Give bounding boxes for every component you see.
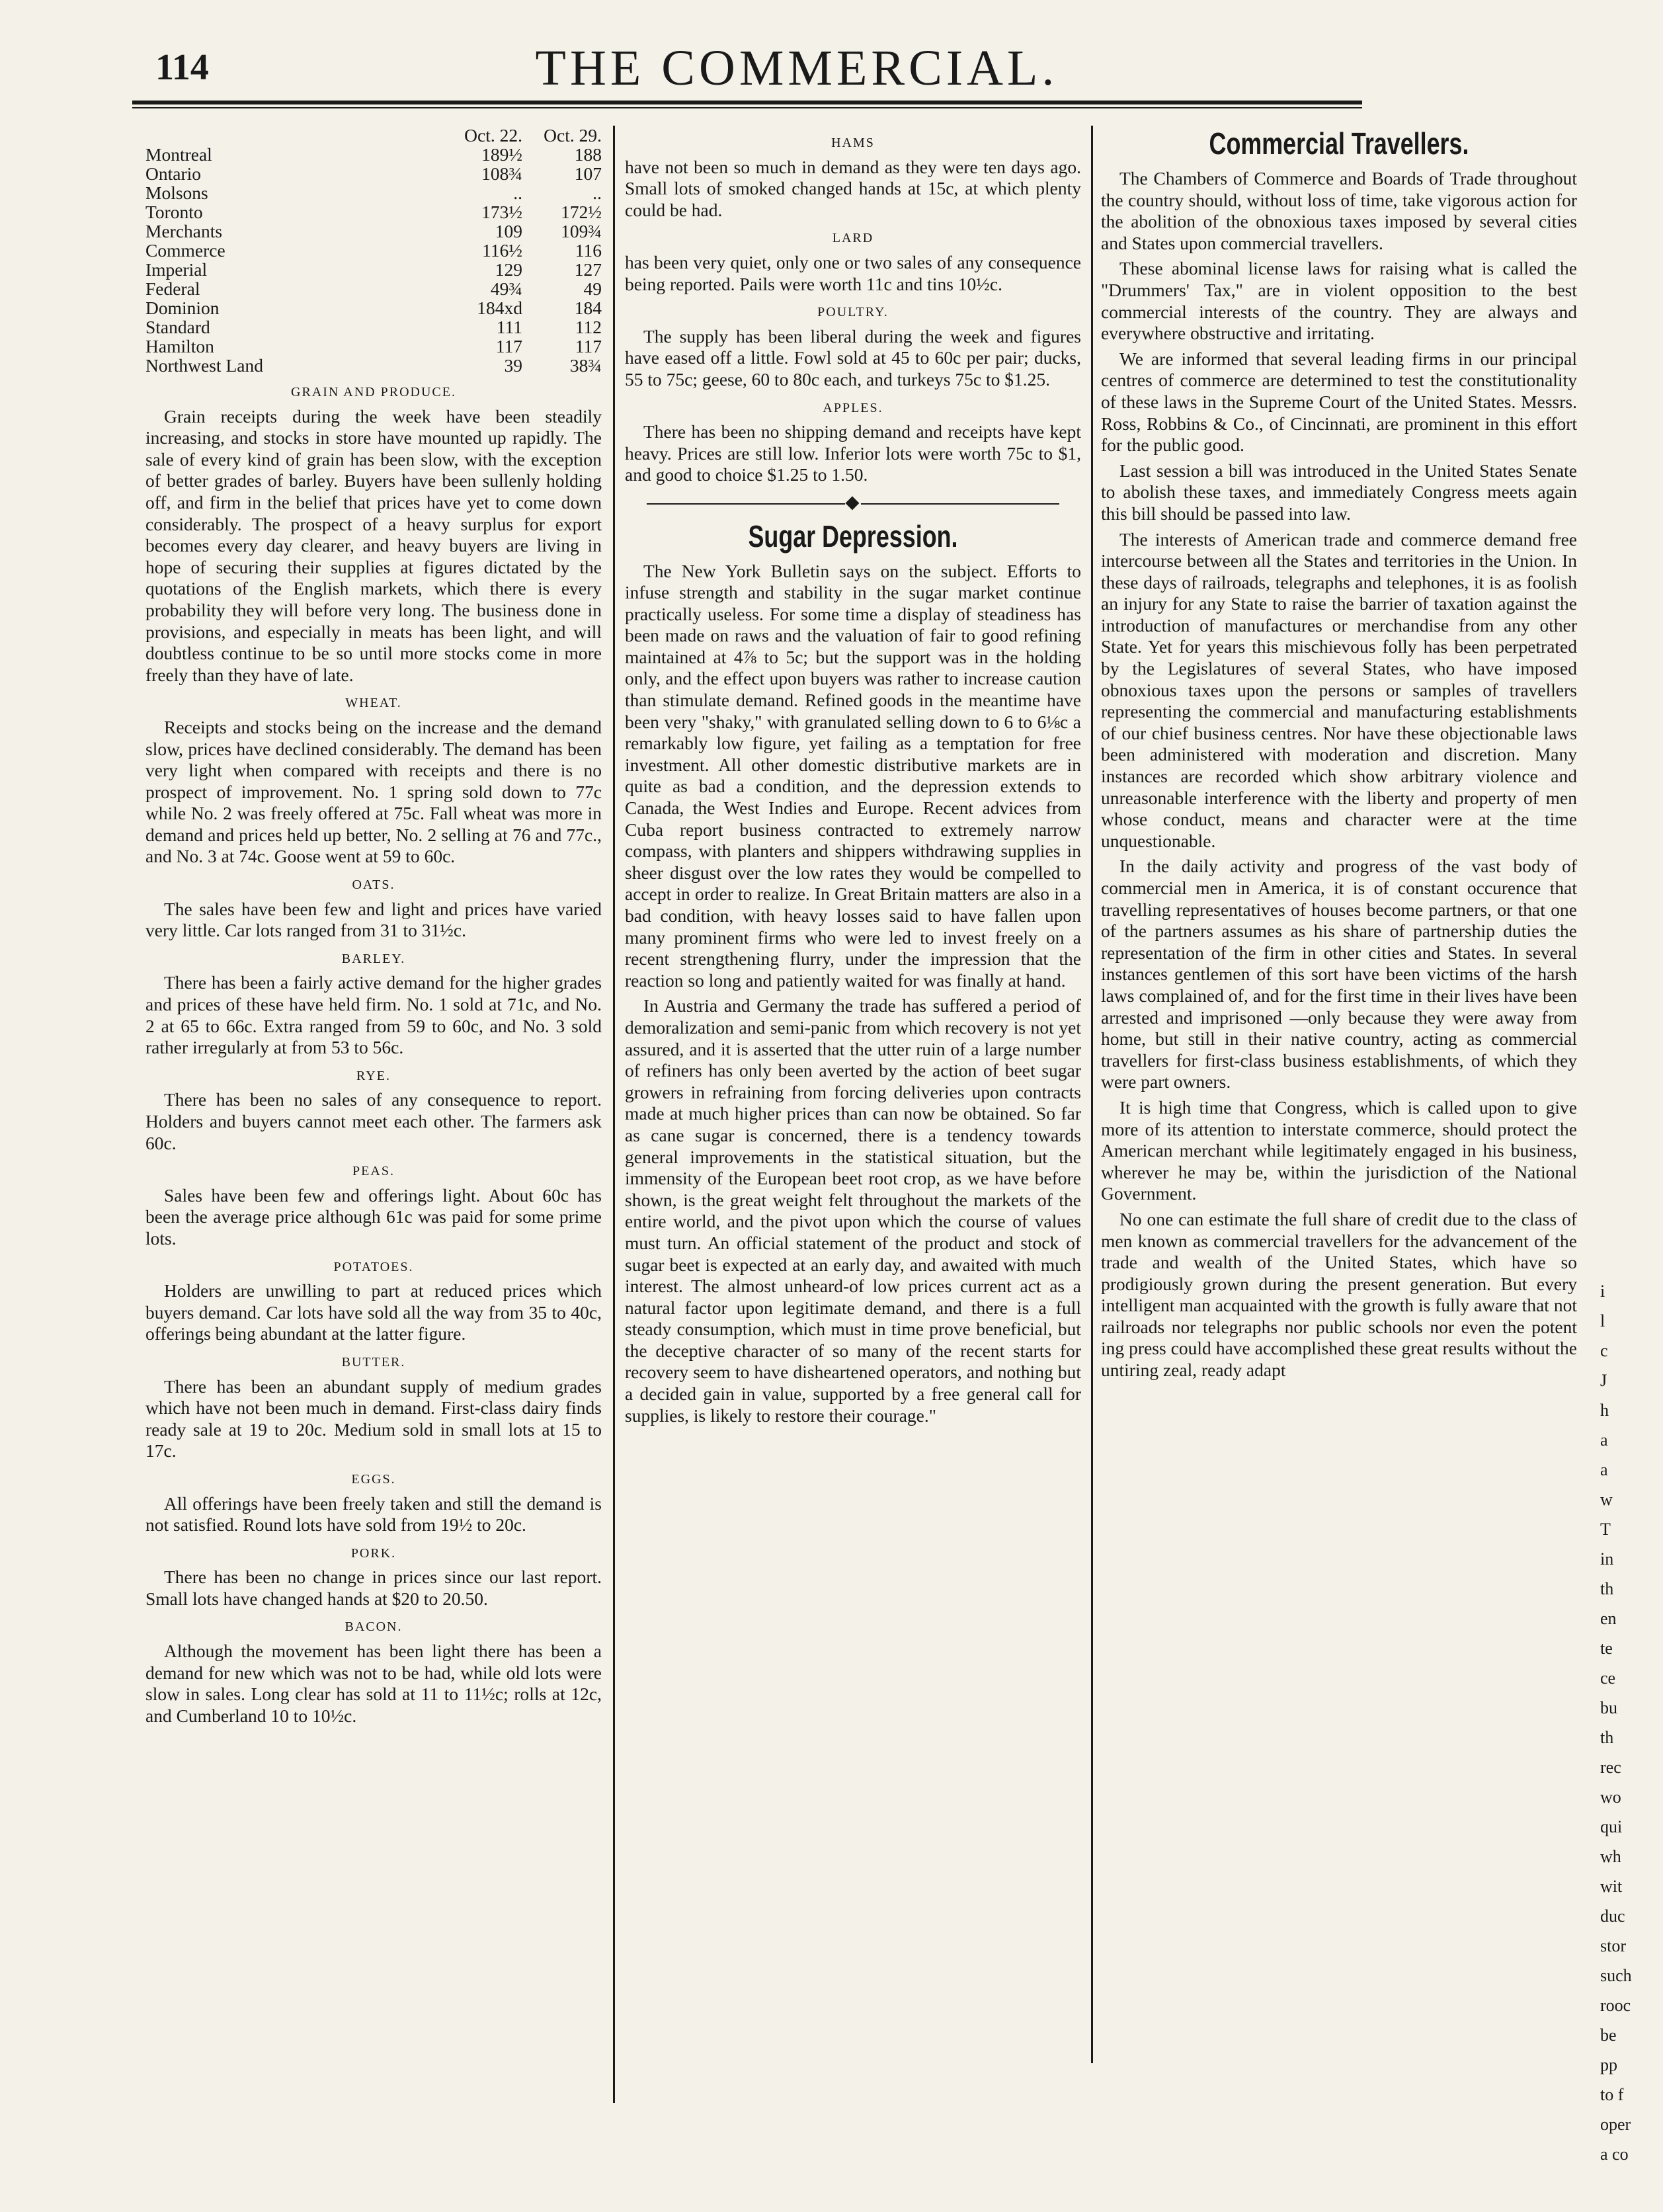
column-market-report (145, 126, 602, 2119)
section-heading: HAMS (831, 136, 875, 150)
article-paragraph: There has been no sales of any consequence to report. Holders and buyers cannot meet each other. The farmers ask 60c. (145, 1089, 602, 1153)
article-paragraph: has been very quiet, only one or two sales of any consequence being reported. Pails were worth 11c and tins 10½c. (625, 251, 1081, 294)
stock-value-oct22: 117 (495, 336, 522, 356)
stock-value-oct29: 188 (574, 144, 602, 165)
stock-name: Molsons (145, 183, 208, 203)
stock-value-oct29: 112 (575, 317, 602, 337)
stock-row (145, 298, 602, 317)
stock-value-oct29: 172½ (561, 202, 602, 222)
masthead-rule (132, 101, 1362, 104)
section-heading: EGGS. (351, 1471, 396, 1487)
stock-value-oct29: 49 (583, 278, 602, 299)
stock-row (145, 260, 602, 279)
margin-fragment: J (1600, 1371, 1607, 1390)
section-heading: PEAS. (352, 1164, 395, 1179)
ornamental-rule: ◆ (625, 491, 1081, 513)
article-paragraph: We are informed that several leading firms in our principal centres of commerce are determined to test the constitutionality of these laws in the Supreme Court of the United States. Messrs. Ross, Robbins & Co., of Cincinnati, are prominent in this effort for the public good. (1101, 348, 1577, 456)
stock-table (145, 126, 602, 375)
margin-fragment: pp (1600, 2055, 1617, 2074)
section-heading: OATS. (352, 878, 395, 893)
article-paragraph: Holders are unwilling to part at reduced prices which buyers demand. Car lots have sold all the way from 35 to 40c, offerings being abundant at the latter figure. (145, 1280, 602, 1344)
article-paragraph: It is high time that Congress, which is called upon to give more of its attention to interstate commerce, should protect the American merchant while legitimately engaged in his business, wherever he may be, within the jurisdiction of the National Government. (1101, 1096, 1577, 1204)
adjacent-page-fragments (1600, 1276, 1660, 2169)
margin-fragment: T (1600, 1520, 1611, 1539)
margin-fragment: to f (1600, 2085, 1624, 2104)
margin-fragment: w (1600, 1490, 1613, 1509)
section-heading: POULTRY. (817, 305, 889, 320)
margin-fragment: h (1600, 1401, 1609, 1420)
article-paragraph: There has been an abundant supply of medium grades which have not been much in demand. First-class dairy finds ready sale at 19 to 20c. Medium sold in small lots at 15 to 17c. (145, 1375, 602, 1461)
section-heading: BUTTER. (341, 1354, 406, 1370)
stock-value-oct22: 184xd (477, 298, 522, 318)
stock-name: Hamilton (145, 336, 214, 356)
stock-table-header: Oct. 22. (464, 126, 522, 145)
section-heading: POTATOES. (333, 1259, 414, 1274)
margin-fragment: i (1600, 1282, 1605, 1301)
stock-name: Ontario (145, 163, 202, 184)
masthead-rule-thin (132, 107, 1362, 108)
article-paragraph: In Austria and Germany the trade has suffered a period of demoralization and semi-panic from which recovery is not yet assured, and it is asserted that the utter ruin of a large number of refiners has only been averted by the action of beet sugar growers in refraining from forcing deliveries upon contracts made at much higher prices than can now be obtained. So far as cane sugar is concerned, there is a tendency towards general improvements in the statistical situation, but the immensity of the European beet root crop, as we have before shown, is the great weight felt throughout the markets of the entire world, and the pivot upon which the course of values must turn. An official statement of the product and stock of sugar beet is expected at an early day, and awaited with much interest. The almost unheard-of low prices current act as a natural factor upon legitimate demand, and there is a full steady consumption, which must in time prove beneficial, but the deceptive character of so many of the recent starts for recovery seem to have disheartened operators, and nothing but a decided gain in value, supported by a free general call for supplies, is likely to restore their courage." (625, 995, 1081, 1426)
page-number: 114 (155, 47, 209, 88)
section-heading: WHEAT. (345, 696, 402, 711)
stock-name: Dominion (145, 298, 220, 318)
article-paragraph: The New York Bulletin says on the subject. Efforts to infuse strength and stability in the sugar market continue practically useless. For some time a display of steadiness has been made on raws and the valuation of fair to good refining maintained at 4⅞ to 5c; but the support was in the holding only, and the effect upon buyers was rather to increase caution than stimulate demand. Refined goods in the meantime have been very "shaky," with granulated selling down to 6 to 6⅛c a remarkably low figure, yet failing as a temptation for free investment. All other domestic distributive markets are in quite as bad a condition, and the depression extends to Canada, the West Indies and Europe. Recent advices from Cuba report business contracted to extremely narrow compass, with planters and shippers withdrawing supplies in sheer disgust over the low rates they would be compelled to accept in order to realize. In Great Britain matters are also in a bad condition, with heavy losses said to have fallen upon many prominent firms who were led to invest freely on a recent strengthening flurry, under the impression that the reaction so long and patiently waited for was finally at hand. (625, 560, 1081, 991)
article-paragraph: The supply has been liberal during the week and figures have eased off a little. Fowl sold at 45 to 60c per pair; ducks, 55 to 75c; geese, 60 to 80c each, and turkeys 75c to $1.25. (625, 325, 1081, 389)
margin-fragment: wh (1600, 1847, 1621, 1866)
margin-fragment: rooc (1600, 1996, 1631, 2015)
stock-row (145, 241, 602, 260)
section-heading: BARLEY. (341, 951, 406, 966)
column-commercial-travellers (1101, 126, 1577, 2119)
margin-fragment: such (1600, 1966, 1632, 1985)
margin-fragment: a (1600, 1430, 1608, 1450)
article-paragraph: The sales have been few and light and prices have varied very little. Car lots ranged from 31 to 31½c. (145, 898, 602, 941)
section-heading: LARD (832, 231, 874, 246)
stock-name: Standard (145, 317, 210, 337)
article-paragraph: Grain receipts during the week have been steadily increasing, and stocks in store have mounted up rapidly. The sale of every kind of grain has been slow, with the exception of better grades of barley. Buyers have been sullenly holding off, and firm in the belief that prices have yet to come down considerably. The prospect of a heavy surplus for export becomes every day clearer, and heavy buyers are living in hope of securing their supplies at figures dictated by the quotations of the English markets, which there is every probability they will before very long. The business done in provisions, and especially in meats has been light, and will doubtless continue to be so until more stocks come in more freely than they have of late. (145, 405, 602, 685)
stock-row (145, 337, 602, 356)
column-divider (613, 126, 615, 2103)
masthead-title: THE COMMERCIAL. (535, 40, 1059, 96)
article-paragraph: have not been so much in demand as they were ten days ago. Small lots of smoked changed hands at 15c, at which plenty could be had. (625, 156, 1081, 220)
stock-value-oct29: .. (592, 183, 602, 203)
stock-value-oct29: 117 (575, 336, 602, 356)
stock-value-oct22: 109 (495, 221, 522, 241)
stock-name: Merchants (145, 221, 223, 241)
article-paragraph: The interests of American trade and commerce demand free intercourse between all the States and territories in the Union. In these days of railroads, telegraphs and telephones, it is as foolish an injury for any State to raise the barrier of taxation against the introduction of manufactures or merchandise from any other State. Yet for years this mischievous folly has been perpetrated by the Legislatures of several States, who have imposed obnoxious taxes upon the persons or samples of travellers representing the commercial and manufacturing establishments of our chief business centres. Nor have these objectionable laws been administered with moderation and discretion. Many instances are recorded which show arbitrary violence and unreasonable interference with the liberty and property of men whose conduct, means and character were at the time unquestionable. (1101, 528, 1577, 851)
masthead (132, 40, 1461, 99)
stock-row (145, 145, 602, 164)
article-paragraph: Sales have been few and offerings light. About 60c has been the average price although 61c was paid for some prime lots. (145, 1184, 602, 1249)
stock-row (145, 164, 602, 183)
stock-row (145, 202, 602, 222)
margin-fragment: oper (1600, 2115, 1631, 2134)
section-heading: APPLES. (823, 400, 883, 415)
stock-name: Federal (145, 278, 200, 299)
stock-value-oct22: 189½ (481, 144, 522, 165)
article-paragraph: In the daily activity and progress of the vast body of commercial men in America, it is of constant occurence that travelling representatives of houses become partners, or that one of the partners assumes as his share of partnership duties the representation of the firm in other cities and States. In several instances gentlemen of this sort have been victims of the harsh laws complained of, and for the first time in their lives have been arrested and imprisoned —only because they were away from home, but still in their native country, acting as commercial travellers for first-class business establishments, of which they were part owners. (1101, 856, 1577, 1092)
margin-fragment: te (1600, 1639, 1613, 1658)
section-heading: BACON. (345, 1619, 403, 1635)
margin-fragment: rec (1600, 1758, 1621, 1777)
stock-value-oct29: 38¾ (569, 355, 602, 376)
stock-value-oct22: 111 (496, 317, 522, 337)
stock-name: Montreal (145, 144, 212, 165)
stock-row (145, 279, 602, 298)
article-paragraph: The Chambers of Commerce and Boards of Trade throughout the country should, without loss of time, take vigorous action for the abolition of the obnoxious taxes imposed by several cities and States upon commercial travellers. (1101, 168, 1577, 253)
article-paragraph: All offerings have been freely taken and still the demand is not satisfied. Round lots have sold from 19½ to 20c. (145, 1493, 602, 1536)
margin-fragment: bu (1600, 1698, 1617, 1717)
stock-value-oct29: 127 (574, 259, 602, 280)
margin-fragment: duc (1600, 1906, 1625, 1926)
column-produce-sugar (625, 126, 1081, 2119)
margin-fragment: wo (1600, 1787, 1621, 1807)
margin-fragment: wit (1600, 1877, 1623, 1896)
article-paragraph: These abominal license laws for raising what is called the "Drummers' Tax," are in violent opposition to the best commercial interests of the country. They are always and everywhere obstructive and irritating. (1101, 258, 1577, 344)
section-heading: PORK. (350, 1545, 397, 1561)
stock-table-header: Oct. 29. (544, 126, 602, 145)
article-paragraph: There has been no shipping demand and receipts have kept heavy. Prices are still low. Inferior lots were worth 75c to $1, and good to choice $1.25 to 1.50. (625, 421, 1081, 485)
margin-fragment: stor (1600, 1936, 1626, 1955)
margin-fragment: a co (1600, 2145, 1629, 2164)
stock-value-oct22: 39 (504, 355, 522, 376)
stock-row (145, 183, 602, 202)
stock-name: Commerce (145, 240, 225, 261)
column-divider (1091, 126, 1093, 2063)
margin-fragment: in (1600, 1549, 1614, 1569)
stock-value-oct22: 108¾ (481, 163, 522, 184)
stock-row (145, 222, 602, 241)
margin-fragment: be (1600, 2026, 1617, 2045)
stock-value-oct22: .. (513, 183, 522, 203)
margin-fragment: l (1600, 1311, 1605, 1331)
stock-value-oct22: 116½ (482, 240, 522, 261)
article-headline: Sugar Depression. (748, 518, 958, 553)
stock-value-oct29: 109¾ (561, 221, 602, 241)
stock-value-oct29: 107 (574, 163, 602, 184)
article-paragraph: There has been a fairly active demand for the higher grades and prices of these have held firm. No. 1 sold at 71c, and No. 2 at 65 to 66c. Extra ranged from 59 to 60c, and No. 3 sold rather irregularly at from 53 to 56c. (145, 972, 602, 1058)
margin-fragment: th (1600, 1728, 1614, 1747)
article-paragraph: Receipts and stocks being on the increase and the demand slow, prices have declined considerably. The demand has been very light when compared with receipts and there is no prospect of improvement. No. 1 spring sold down to 77c while No. 2 was freely offered at 75c. Fall wheat was more in demand and prices held up better, No. 2 selling at 76 and 77c., and No. 3 at 74c. Goose went at 59 to 60c. (145, 716, 602, 867)
stock-row (145, 356, 602, 375)
stock-value-oct22: 173½ (481, 202, 522, 222)
margin-fragment: qui (1600, 1817, 1623, 1836)
stock-name: Toronto (145, 202, 203, 222)
stock-name: Imperial (145, 259, 208, 280)
article-paragraph: No one can estimate the full share of credit due to the class of men known as commercial travellers for the advancement of the trade and wealth of the United States, which have so prodigiously grown during the present generation. But every intelligent man acquainted with the growth is fully aware that not railroads nor telegraphs nor public schools nor even the potent ing press could have accomplished these great results without the untiring zeal, ready adapt (1101, 1208, 1577, 1381)
article-paragraph: Last session a bill was introduced in the United States Senate to abolish these taxes, and immediately Congress meets again this bill should be passed into law. (1101, 460, 1577, 524)
margin-fragment: c (1600, 1341, 1608, 1360)
stock-row (145, 317, 602, 337)
stock-value-oct22: 129 (495, 259, 522, 280)
margin-fragment: ce (1600, 1668, 1616, 1688)
stock-value-oct29: 184 (574, 298, 602, 318)
article-headline: Commercial Travellers. (1209, 126, 1469, 161)
margin-fragment: th (1600, 1579, 1614, 1598)
stock-name: Northwest Land (145, 355, 263, 376)
article-paragraph: Although the movement has been light there has been a demand for new which was not to be had, while old lots were slow in sales. Long clear has sold at 11 to 11½c; rolls at 12c, and Cumberland 10 to 10½c. (145, 1641, 602, 1726)
stock-value-oct22: 49¾ (490, 278, 522, 299)
section-heading: RYE. (356, 1068, 391, 1083)
margin-fragment: a (1600, 1460, 1608, 1479)
stock-value-oct29: 116 (575, 240, 602, 261)
margin-fragment: en (1600, 1609, 1617, 1628)
article-paragraph: There has been no change in prices since our last report. Small lots have changed hands at $20 to 20.50. (145, 1567, 602, 1609)
section-heading: GRAIN AND PRODUCE. (291, 385, 456, 399)
